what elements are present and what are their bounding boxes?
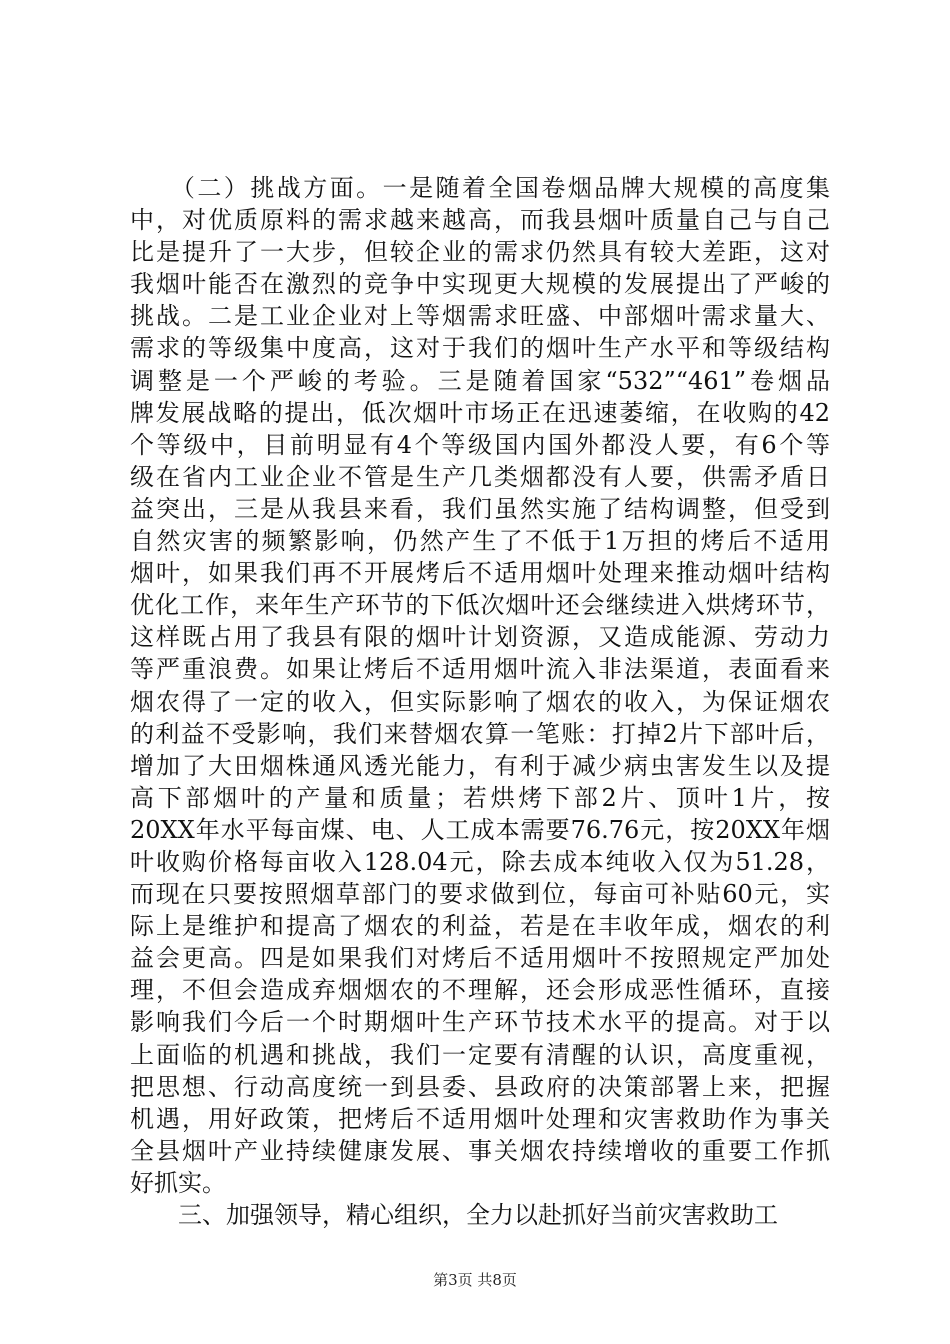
text-line: （二）挑战方面。一是随着全国卷烟品牌大规模的高度集: [130, 174, 830, 202]
paragraph-end-line: 好抓实。: [130, 1168, 226, 1197]
text-line: 级在省内工业企业不管是生产几类烟都没有人要，供需矛盾日: [130, 462, 830, 491]
text-line: 高下部烟叶的产量和质量；若烘烤下部2片、顶叶1片，按: [130, 783, 830, 812]
text-line: 中，对优质原料的需求越来越高，而我县烟叶质量自己与自己: [130, 206, 830, 235]
text-line: 机遇，用好政策，把烤后不适用烟叶处理和灾害救助作为事关: [130, 1104, 830, 1133]
text-line: 理，不但会造成弃烟烟农的不理解，还会形成恶性循环，直接: [130, 976, 830, 1005]
text-line: 我烟叶能否在激烈的竞争中实现更大规模的发展提出了严峻的: [130, 270, 830, 299]
text-line: 增加了大田烟株通风透光能力，有利于减少病虫害发生以及提: [130, 751, 830, 780]
text-line: 比是提升了一大步，但较企业的需求仍然具有较大差距，这对: [130, 238, 830, 267]
text-line: 际上是维护和提高了烟农的利益，若是在丰收年成，烟农的利: [130, 912, 830, 941]
text-line: 挑战。二是工业企业对上等烟需求旺盛、中部烟叶需求量大、: [130, 302, 830, 331]
text-line: 自然灾害的频繁影响，仍然产生了不低于1万担的烤后不适用: [130, 527, 830, 556]
text-line: 调整是一个严峻的考验。三是随着国家“532”“461”卷烟品: [130, 366, 830, 395]
body-text: [130, 172, 830, 1231]
text-line: 益会更高。四是如果我们对烤后不适用烟叶不按照规定严加处: [130, 944, 830, 973]
text-line: 牌发展战略的提出，低次烟叶市场正在迅速萎缩，在收购的42: [130, 398, 830, 427]
text-line: 全县烟叶产业持续健康发展、事关烟农持续增收的重要工作抓: [130, 1136, 830, 1165]
text-line: 上面临的机遇和挑战，我们一定要有清醒的认识，高度重视，: [130, 1040, 830, 1069]
text-line: 益突出，三是从我县来看，我们虽然实施了结构调整，但受到: [130, 494, 830, 523]
text-line: 这样既占用了我县有限的烟叶计划资源，又造成能源、劳动力: [130, 623, 830, 652]
page-footer: 第3页 共8页: [433, 1271, 517, 1289]
text-line: 20XX年水平每亩煤、电、人工成本需要76.76元，按20XX年烟: [130, 815, 830, 844]
text-line: 的利益不受影响，我们来替烟农算一笔账：打掉2片下部叶后，: [130, 719, 830, 748]
text-line: 等严重浪费。如果让烤后不适用烟叶流入非法渠道，表面看来: [130, 655, 830, 684]
text-line: 优化工作，来年生产环节的下低次烟叶还会继续进入烘烤环节，: [130, 591, 830, 620]
text-line: 烟叶，如果我们再不开展烤后不适用烟叶处理来推动烟叶结构: [130, 559, 830, 588]
text-line: 需求的等级集中度高，这对于我们的烟叶生产水平和等级结构: [130, 334, 830, 363]
text-line: 烟农得了一定的收入，但实际影响了烟农的收入，为保证烟农: [130, 687, 830, 716]
text-line: 个等级中，目前明显有4个等级国内国外都没人要，有6个等: [130, 430, 830, 459]
text-line: 而现在只要按照烟草部门的要求做到位，每亩可补贴60元，实: [130, 880, 830, 909]
text-line: 把思想、行动高度统一到县委、县政府的决策部署上来，把握: [130, 1072, 830, 1101]
text-line: 影响我们今后一个时期烟叶生产环节技术水平的提高。对于以: [130, 1008, 830, 1037]
text-line: 叶收购价格每亩收入128.04元，除去成本纯收入仅为51.28，: [130, 847, 830, 876]
section-heading-line: 三、加强领导，精心组织，全力以赴抓好当前灾害救助工: [130, 1201, 778, 1229]
